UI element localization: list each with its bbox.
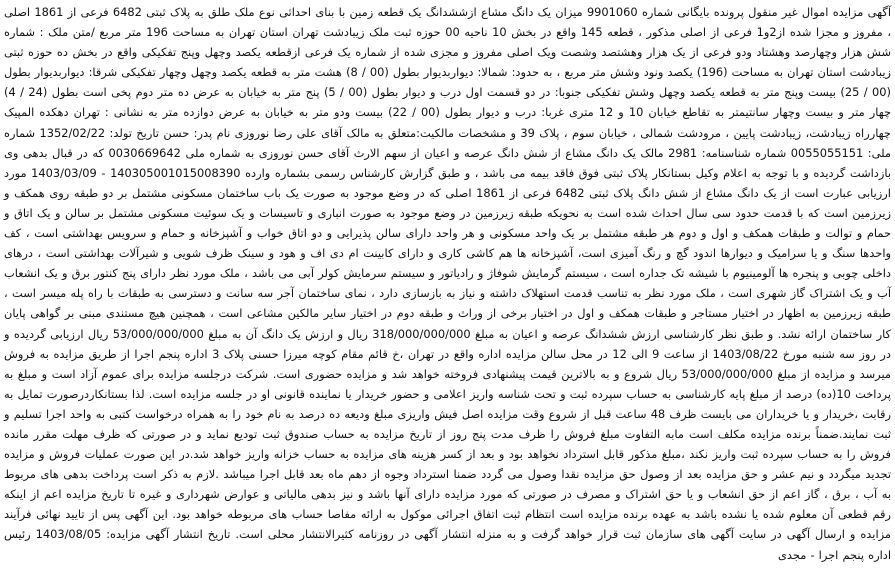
auction-notice-text: آگهی مزایده اموال غیر منقول پرونده بایگانی شماره 9901060 میزان یک دانگ مشاع ازششدانگ یک قطعه زمین با بنای احداثی نوع ملک طلق به پلاک ثبتی 6482 فرعی از 1861 اصلی ، مفروز و مجزا شده از2و1 فرعی از اصلی مذکور ، قطعه 145 واقع در بخش 10 ناحیه 00 حوزه ثبت ملک زیبادشت تهران استان تهران به مساحت 196 متر مربع /متن ملک : شماره شش هزار وچهارصد وهشتاد ودو فرعی از یک هزار وهشتصد وشصت ویک اصلی مفروز و مجزی شده از شماره یک فرعی ازقطعه یکصد وچهل وپنج تفکیکی واقع در بخش ده حوزه ثبتی زیبادشت استان تهران به مساحت (196) یکصد ونود وشش متر مربع ، به حدود: شمالا: دیواربدیوار بطول (00 / 8) هشت متر به قطعه یکصد وچهل وچهار تفکیکی شرقا: دیواربدیوار بطول (00 / 25) بیست وپنج متر به قطعه یکصد وچهل وشش تفکیکی جنوبا: در دو قسمت اول درب و دیوار بطول (00 / 5) پنج متر به خیابان به عرض ده متر دوم پخی است بطول (24 / 4) چهار متر و بیست وچهار سانتیمتر به تقاطع خیابان 10 و 12 متری غربا: درب و دیوار بطول (00 / 22) بیست ودو متر به خیابان به عرض دوازده متر به نشانی : تهران دهکده المپیک چهارراه زیبادشت، زیبادشت پایین ، مرودشت شمالی ، خیابان سوم ، پلاک 39 و مشخصات مالکیت:متعلق به مالک آقای علی رضا نوروزی نام پدر: حسن تاریخ تولد: 1352/02/22 شماره ملی: 0055055151 شماره شناسنامه: 2981 مالک یک دانگ مشاع از شش دانگ عرصه و اعیان از سهم الارث آقای حسن نوروزی به شماره ملی 0030669642 که در قبال بدهی وی بازداشت گردیده و با توجه به اعلام وکیل بستانکار پلاک ثبتی فوق فاقد بیمه می باشد ، و طبق گزارش کارشناس رسمی بشماره وارده 140305001015008390 - 1403/03/09 مورد ارزیابی عبارت است از یک دانگ مشاع از شش دانگ پلاک ثبتی 6482 فرعی از 1861 اصلی که در وضع موجود به صورت یک باب ساختمان مسکونی مشتمل بر دو طبقه روی همکف و زیرزمین است که با قدمت حدود سی سال احداث شده است به نحویکه طبقه زیرزمین در وضع موجود به صورت انباری و تاسیسات و یک سوئیت مسکونی مشتمل بر سالن و یک اتاق و حمام و توالت و طبقات همکف و اول و دوم هر طبقه مشتمل بر یک واحد مسکونی و هر واحد دارای سالن پذیرایی و دو اتاق خواب و آشپزخانه و حمام و سرویس بهداشتی است ، کف واحدها سنگ و یا سرامیک و دیوارها اندود گچ و رنگ آمیزی است، آشپزخانه ها هم کاشی کاری و دارای کابینت ام دی اف و هود و سینک ظرف شویی و شیرآلات بهداشتی است ، درهای داخلی چوبی و پنجره ها آلومینیوم با شیشه تک جداره است ، سیستم گرمایش شوفاژ و رادیاتور و سیستم سرمایش کولر آبی می باشد ، ملک مورد نظر دارای پنج کنتور برق و یک انشعاب آب و یک اشتراک گاز شهری است ، ملک مورد نظر به تناسب قدمت استهلاک داشته و نیاز به بازسازی دارد ، نمای ساختمان آجر سه سانت و دسترسی به طبقات با راه پله میسر است ، طبقه زیرزمین به اظهار در اختیار مستاجر و طبقات همکف و اول در اختیار برخی از وراث و طبقه دوم در اختیار سایر مالکین مشاعی است ، همچنین هیچ مستندی مبنی بر گواهی پایان کار ساختمان ارائه نشد. و طبق نظر کارشناسی ارزش ششدانگ عرصه و اعیان به مبلغ 318/000/000/000 ریال و ارزش یک دانگ آن به مبلغ 53/000/000/000 ریال ارزیابی گردیده و در روز سه شنبه مورخ 1403/08/22 از ساعت 9 الی 12 در محل سالن مزایده اداره واقع در تهران ،خ قائم مقام کوچه میرزا حسنی پلاک 3 اداره پنجم اجرا از طریق مزایده به فروش میرسد و مزایده از مبلغ 53/000/000/000 ریال شروع و به بالاترین قیمت پیشنهادی فروخته خواهد شد و مزایده حضوری است. شرکت درجلسه مزایده برای عموم آزاد است و مبلغ به پرداخت 10(ده) درصد از مبلغ پایه کارشناسی به حساب سپرده ثبت و تحت شناسه واریز اعلامی و حضور خریدار یا نماینده قانونی او در جلسه مزایده است. لذا بستانکاردرصورت تمایل به رقابت ،خریدار و یا خریداران می بایست ظرف 48 ساعت قبل از شروع وقت مزایده اصل فیش واریزی مبلغ ودیعه ده درصد به نام خود را به همراه درخواست کتبی به واحد اجرا تسلیم و ثبت نمایند.ضمناً برنده مزایده مکلف است مابه التفاوت مبلغ فروش را ظرف مدت پنج روز از تاریخ مزایده به حساب صندوق ثبت تودیع نماید و در صورتی که ظرف مهلت مقرر مانده فروش را به حساب سپرده ثبت واریز نکند ،مبلغ مذکور قابل استرداد نخواهد بود و بعد از کسر هزینه های مزایده به حساب خزانه واریز خواهد شد.در این صورت عملیات فروش و مزایده تجدید میگردد و نیم عشر و حق مزایده بعد از وصول حق مزایده نقدا وصول می گردد ضمنا استرداد وجوه از دهم ماه بعد قابل اجرا میباشد .لازم به ذکر است پرداخت بدهی های مربوط به آب ، برق ، گاز اعم از حق انشعاب و یا حق اشتراک و مصرف در صورتی که مورد مزایده دارای آنها باشد و نیز بدهی مالیاتی و عوارض شهرداری و غیره تا تاریخ مزایده اعم از اینکه رقم قطعی آن معلوم شده یا نشده باشد به عهده برنده مزایده است انتظام ثبت اتفاق اجرائی موکول به ارائه مفاصا حساب های مربوطه خواهد بود. این آگهی پس از تایید نهائی فرآیند مزایده و ارسال آگهی در سایت آگهی های سازمان ثبت قرار خواهد گرفت و به منزله انتشار آگهی در روزنامه کثیرالانتشار محلی است. تاریخ انتشار آگهی مزایده: 1403/08/05 رئیس اداره پنجم اجرا - مجدی xyxy=(4,5,892,562)
